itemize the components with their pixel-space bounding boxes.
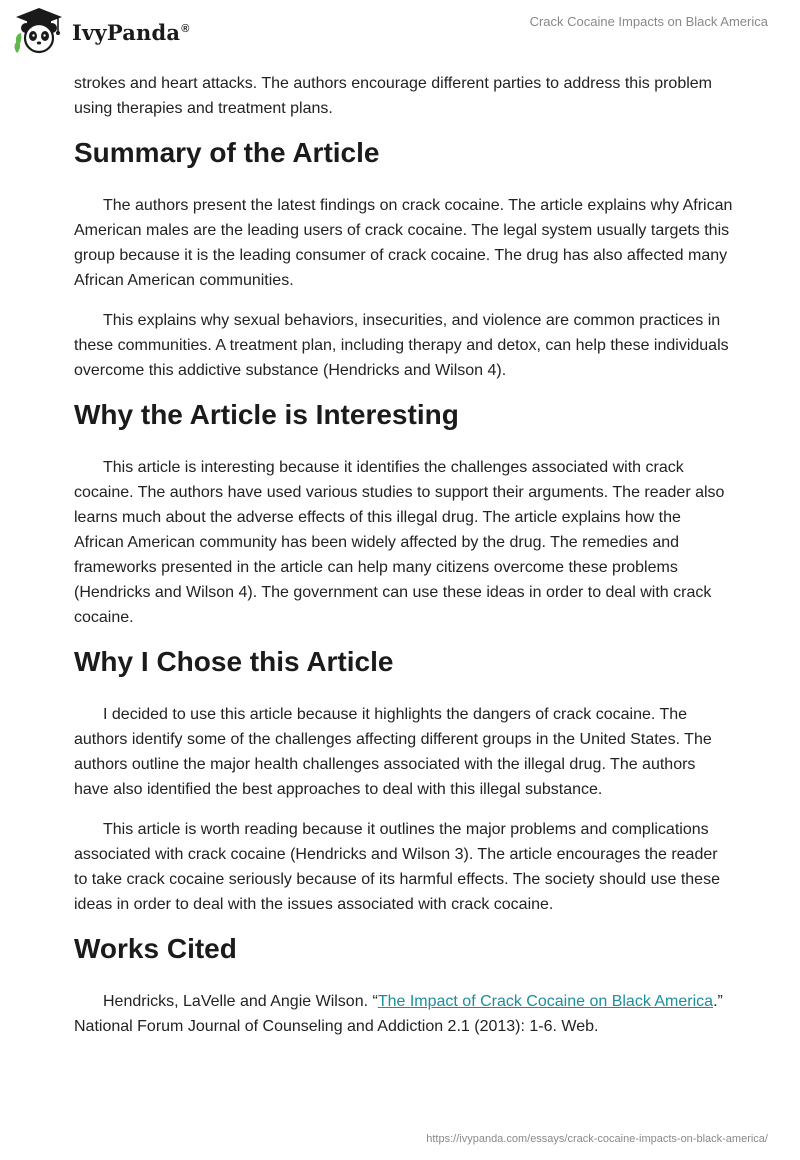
registered-mark: ® — [181, 22, 190, 35]
article-body — [74, 71, 734, 1054]
citation-link[interactable]: The Impact of Crack Cocaine on Black America — [377, 993, 714, 1010]
citation-details: .” National Forum Journal of Counseling and Addiction 2.1 (2013): 1-6. Web. — [74, 993, 723, 1035]
citation-authors: Hendricks, LaVelle and Angie Wilson. “ — [103, 993, 378, 1010]
brand-name: IvyPanda® — [72, 19, 190, 45]
section-heading-why-chose: Why I Chose this Article — [74, 646, 394, 677]
paragraph: This article is worth reading because it outlines the major problems and complications associated with crack cocaine (Hendricks and Wilson 3). The article encourages the reader to take crack cocaine seriously because of its harmful effects. The society should use these ideas in order to deal with the issues associated with crack cocaine. — [74, 821, 720, 913]
panda-graduate-icon — [12, 6, 66, 56]
section-heading-works-cited: Works Cited — [74, 933, 237, 964]
page-header — [0, 0, 800, 64]
section-heading-interesting: Why the Article is Interesting — [74, 399, 459, 430]
paragraph: This article is interesting because it identifies the challenges associated with crack cocaine. The authors have used various studies to support their arguments. The reader also learns much about the adverse effects of this illegal drug. The article explains how the African American community has been widely affected by the drug. The remedies and frameworks presented in the article can help many citizens overcome these problems (Hendricks and Wilson 4). The government can use these ideas in order to deal with crack cocaine. — [74, 459, 725, 626]
paragraph: This explains why sexual behaviors, insecurities, and violence are common practices in these communities. A treatment plan, including therapy and detox, can help these individuals overcome this addictive substance (Hendricks and Wilson 4). — [74, 312, 729, 379]
intro-paragraph: strokes and heart attacks. The authors encourage different parties to address this problem using therapies and treatment plans. — [74, 75, 712, 117]
footer-source-url: https://ivypanda.com/essays/crack-cocaine-impacts-on-black-america/ — [426, 1133, 768, 1145]
paragraph: The authors present the latest findings on crack cocaine. The article explains why African American males are the leading users of crack cocaine. The legal system usually targets this group because it is the leading consumer of crack cocaine. The drug has also affected many African American communities. — [74, 197, 733, 289]
brand-logo[interactable] — [12, 6, 190, 56]
section-heading-summary: Summary of the Article — [74, 137, 380, 168]
paragraph: I decided to use this article because it highlights the dangers of crack cocaine. The authors identify some of the challenges affecting different groups in the United States. The authors outline the major health challenges associated with the illegal drug. The authors have also identified the best approaches to deal with this illegal substance. — [74, 706, 712, 798]
document-title: Crack Cocaine Impacts on Black America — [529, 14, 768, 29]
citation-entry — [74, 989, 734, 1039]
